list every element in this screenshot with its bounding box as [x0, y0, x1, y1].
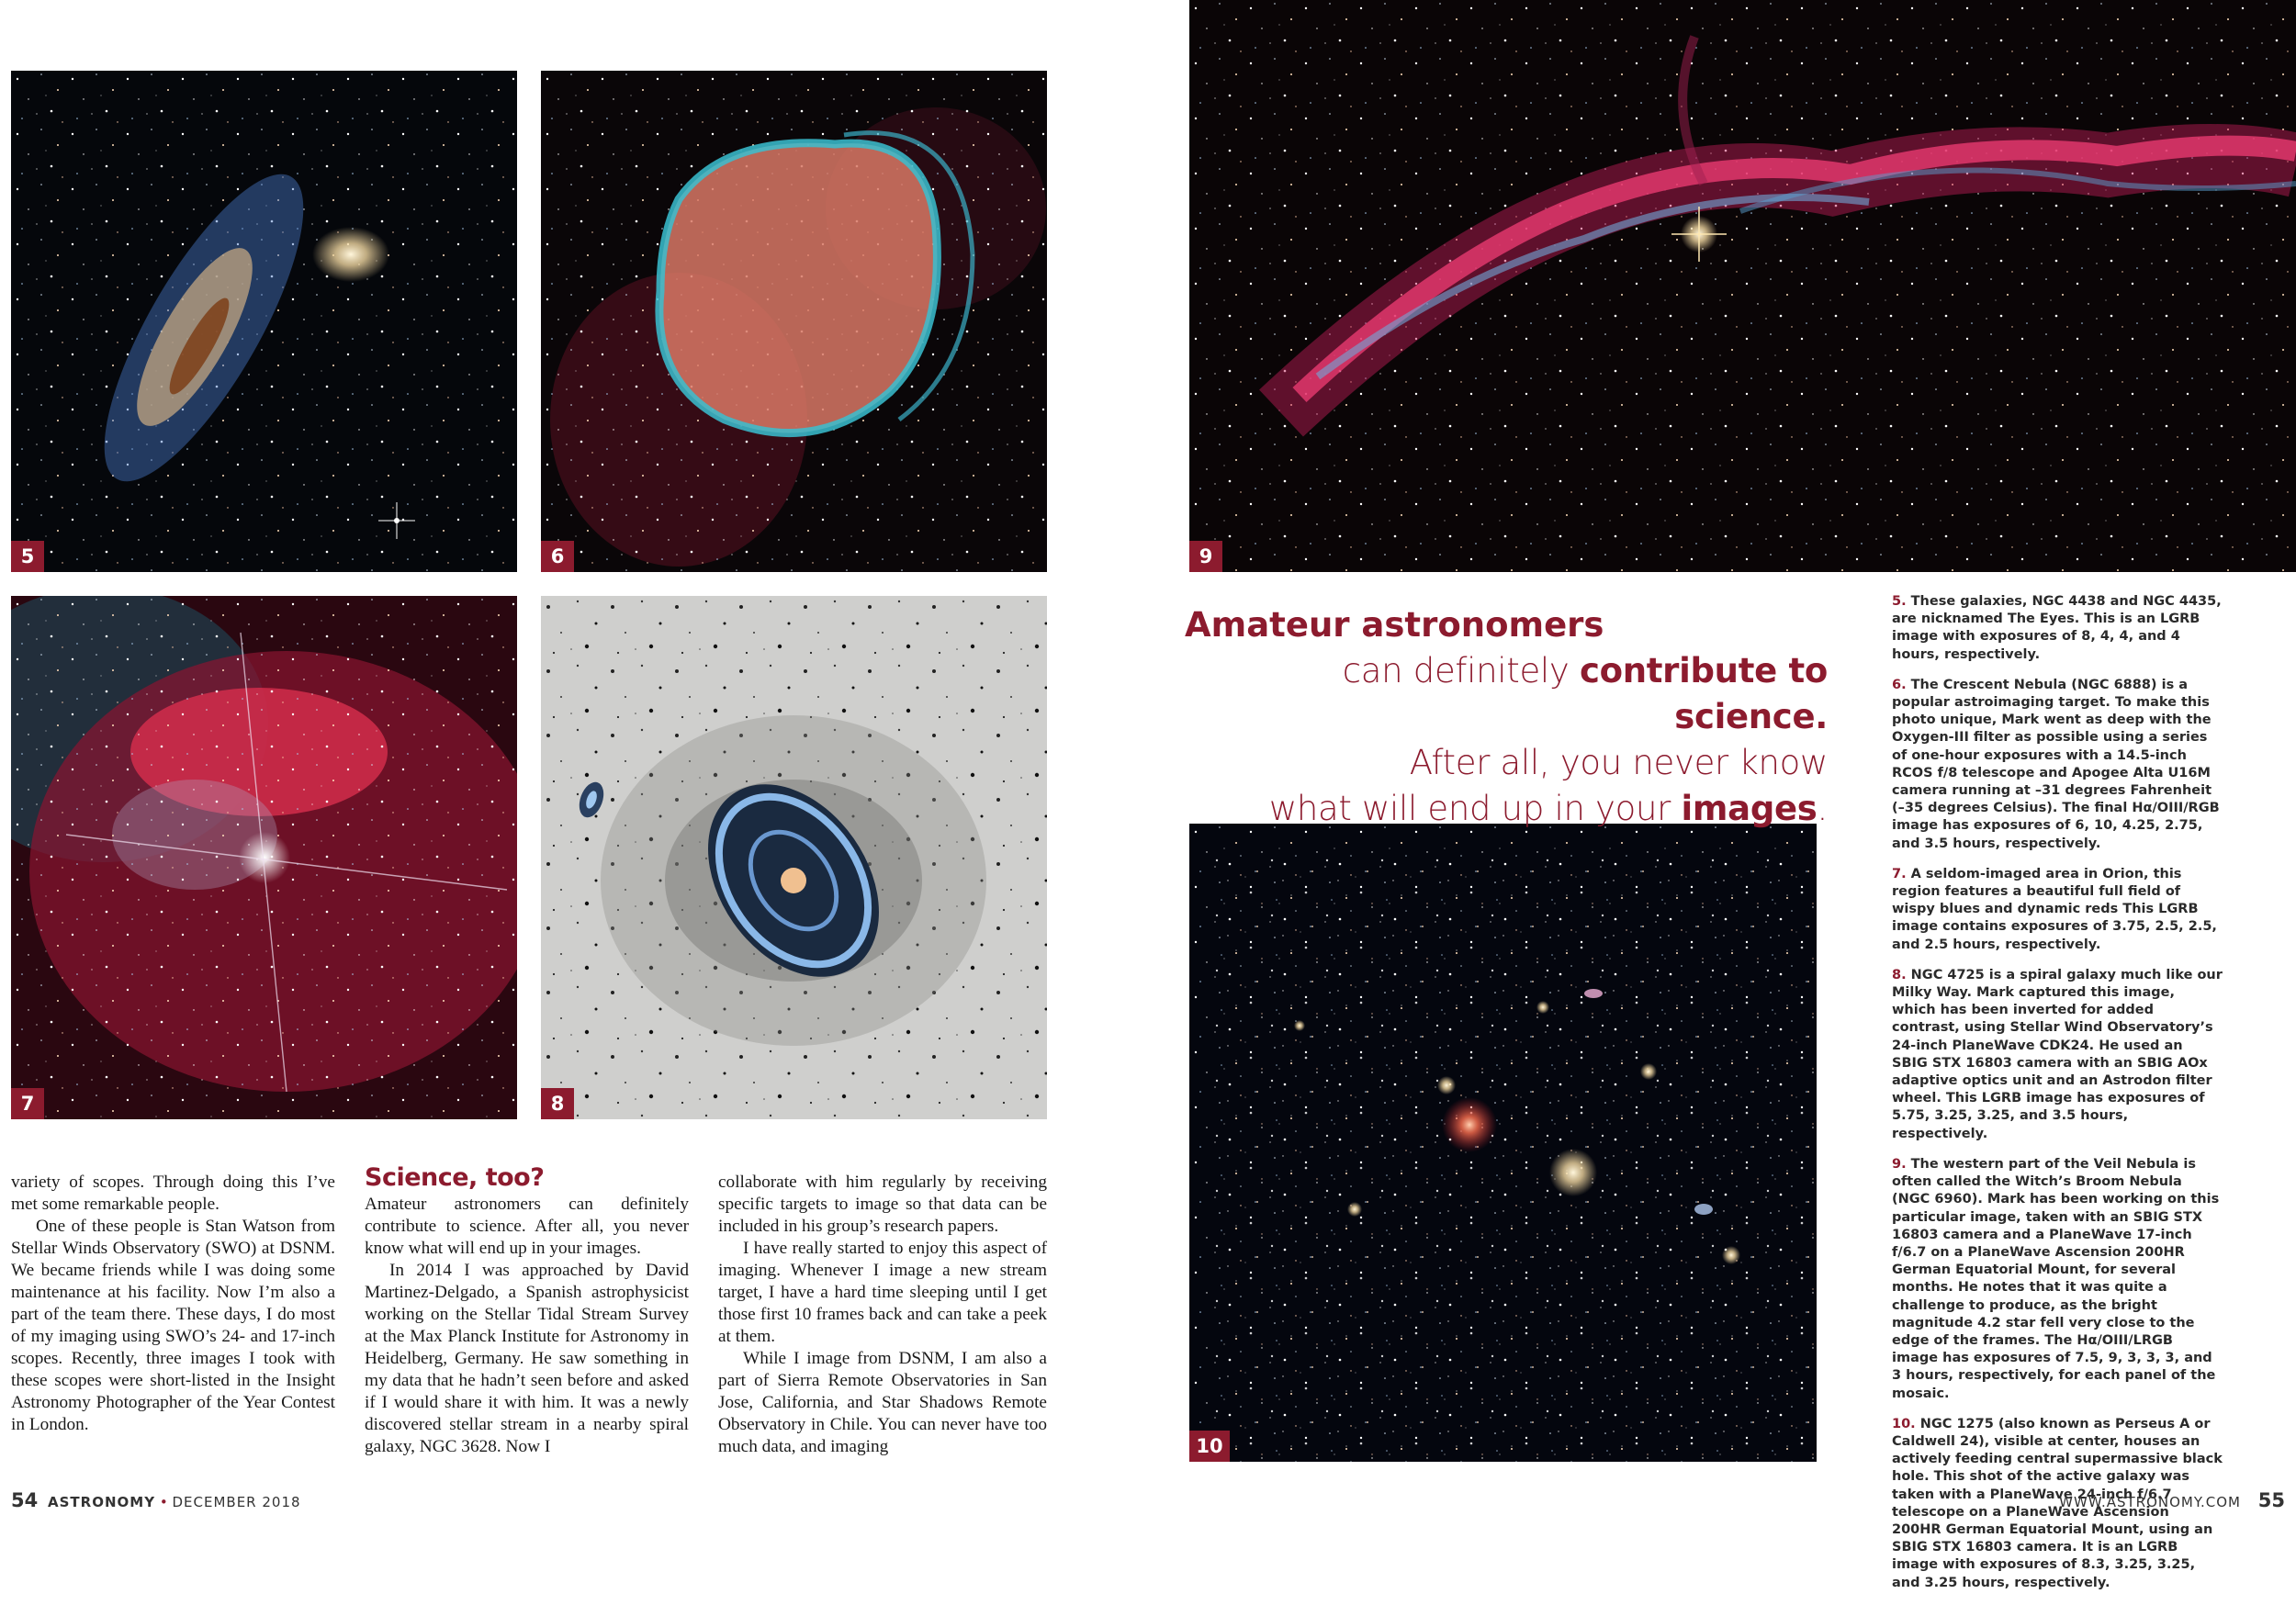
paragraph: collaborate with him regularly by receiving specific targets to image so that data can be included in his group’s research papers. [718, 1173, 1047, 1236]
caption-number: 9. [1892, 1156, 1907, 1172]
photo-8-ngc4725 [541, 596, 1047, 1119]
photo-captions [1892, 593, 2223, 1605]
issue-date: DECEMBER 2018 [172, 1494, 301, 1510]
pull-quote-line-3: After all, you never know [1409, 743, 1828, 782]
caption-number: 5. [1892, 594, 1907, 609]
photo-number-badge: 5 [11, 541, 44, 572]
caption-text: The Crescent Nebula (NGC 6888) is a popular astroimaging target. To make this photo unique, Mark went as deep with the Oxygen-III filter as possible using a series of one-hour exposures with a 14.5-inch RCOS f/8 telescope and Apogee Alta U16M camera running at –31 degrees Fahrenheit (–35 degrees Celsius). The final Hα/OIII/RGB image has exposures of 6, 10, 4.25, 2.75, and 3.5 hours, respectively. [1892, 677, 2220, 851]
pull-quote-text: what will end up in your [1268, 789, 1682, 828]
caption-number: 6. [1892, 677, 1907, 692]
photo-10-ngc1275 [1189, 824, 1817, 1462]
photo-9-veil-nebula [1189, 0, 2296, 572]
footer-bullet: • [159, 1494, 168, 1510]
caption-number: 8. [1892, 967, 1907, 982]
caption-text: These galaxies, NGC 4438 and NGC 4435, are nicknamed The Eyes. This is an LGRB image with exposures of 8, 4, 4, and 4 hours, respectively. [1892, 594, 2222, 662]
photo-6-crescent-nebula [541, 71, 1047, 572]
photo-number-badge: 7 [11, 1088, 44, 1119]
caption-5 [1892, 593, 2223, 664]
article-column-2 [365, 1162, 689, 1458]
footer-left [11, 1489, 301, 1511]
pull-quote-line-1: Amateur astronomers [1185, 605, 1604, 645]
footer-right [2059, 1489, 2285, 1511]
caption-text: NGC 1275 (also known as Perseus A or Caldwell 24), visible at center, houses an actively feeding central supermassive black hole. This shot of the active galaxy was taken with a PlaneWave 24-inch f/6.7 telescope on a PlaneWave Ascension 200HR German Equatorial Mount, using an SBIG STX 16803 camera. It is an LGRB image with exposures of 8.3, 3.25, 3.25, and 3.25 hours, respectively. [1892, 1416, 2223, 1590]
caption-9 [1892, 1156, 2223, 1403]
caption-text: A seldom-imaged area in Orion, this region features a beautiful full field of wispy blues and dynamic reds This LGRB image contains exposures of 3.75, 2.5, 2.5, and 2.5 hours, respectively. [1892, 866, 2217, 952]
photo-5-galaxies [11, 71, 517, 572]
pull-quote [1185, 602, 1828, 832]
pull-quote-emphasis: images [1681, 789, 1818, 828]
paragraph: Amateur astronomers can definitely contribute to science. After all, you never know what will end up in your images. [365, 1195, 689, 1258]
caption-number: 7. [1892, 866, 1907, 881]
paragraph: In 2014 I was approached by David Martinez-Delgado, a Spanish astrophysicist working on the Stellar Tidal Stream Survey at the Max Planck Institute for Astronomy in Heidelberg, Germany. He saw something in my data that he hadn’t seen before and asked if I would share it with him. It was a newly discovered stellar stream in a nearby spiral galaxy, NGC 3628. Now I [365, 1261, 689, 1456]
paragraph: variety of scopes. Through doing this I’ve met some remarkable people. [11, 1173, 335, 1214]
caption-text: The western part of the Veil Nebula is often called the Witch’s Broom Nebula (NGC 6960). Mark has been working on this particular image, taken with an SBIG STX 16803 camera and a PlaneWave 17-inch f/6.7 on a PlaneWave Ascension 200HR German Equatorial Mount, for several months. He notes that it was quite a challenge to produce, as the bright magnitude 4.2 star fell very close to the edge of the frames. The Hα/OIII/LRGB image has exposures of 7.5, 9, 3, 3, 3, and 3 hours, respectively, for each panel of the mosaic. [1892, 1156, 2220, 1401]
caption-8 [1892, 967, 2223, 1143]
paragraph: While I image from DSNM, I am also a part of Sierra Remote Observatories in San Jose, California, and Star Shadows Remote Observatory in Chile. You can never have too much data, and imaging [718, 1349, 1047, 1456]
photo-number-badge: 10 [1189, 1431, 1230, 1462]
caption-text: NGC 4725 is a spiral galaxy much like our Milky Way. Mark captured this image, which has been inverted for added contrast, using Stellar Wind Observatory’s 24-inch PlaneWave CDK24. He used an SBIG STX 16803 camera with an SBIG AOx adaptive optics unit and an Astrodon filter wheel. This LGRB image has exposures of 5.75, 3.25, 3.25, and 3.5 hours, respectively. [1892, 967, 2223, 1141]
paragraph: One of these people is Stan Watson from Stellar Winds Observatory (SWO) at DSNM. We became friends while I was doing some maintenance at his facility. Now I’m also a part of the team there. These days, I do most of my imaging using SWO’s 24- and 17-inch scopes. Recently, three images I took with these scopes were short-listed in the Insight Astronomy Photographer of the Year Contest in London. [11, 1217, 335, 1434]
page-number-right: 55 [2257, 1489, 2285, 1511]
caption-6 [1892, 677, 2223, 853]
pull-quote-line-4 [1185, 786, 1828, 832]
photo-number-badge: 6 [541, 541, 574, 572]
article-column-3 [718, 1172, 1047, 1458]
paragraph: I have really started to enjoy this aspect of imaging. Whenever I image a new stream target, I have a hard time sleeping until I get those first 10 frames back and can take a peek at them. [718, 1239, 1047, 1346]
pull-quote-text: can definitely [1342, 651, 1580, 690]
photo-number-badge: 8 [541, 1088, 574, 1119]
caption-number: 10. [1892, 1416, 1916, 1431]
section-heading: Science, too? [365, 1163, 545, 1192]
article-column-1 [11, 1172, 335, 1436]
pull-quote-line-2 [1185, 648, 1828, 740]
page-number-left: 54 [11, 1489, 39, 1511]
magazine-name: ASTRONOMY [48, 1494, 156, 1510]
website-link[interactable]: WWW.ASTRONOMY.COM [2059, 1494, 2241, 1510]
photo-number-badge: 9 [1189, 541, 1222, 572]
photo-7-orion-region [11, 596, 517, 1119]
caption-7 [1892, 866, 2223, 954]
pull-quote-emphasis: contribute to science. [1579, 651, 1828, 736]
pull-quote-text: . [1817, 789, 1828, 828]
